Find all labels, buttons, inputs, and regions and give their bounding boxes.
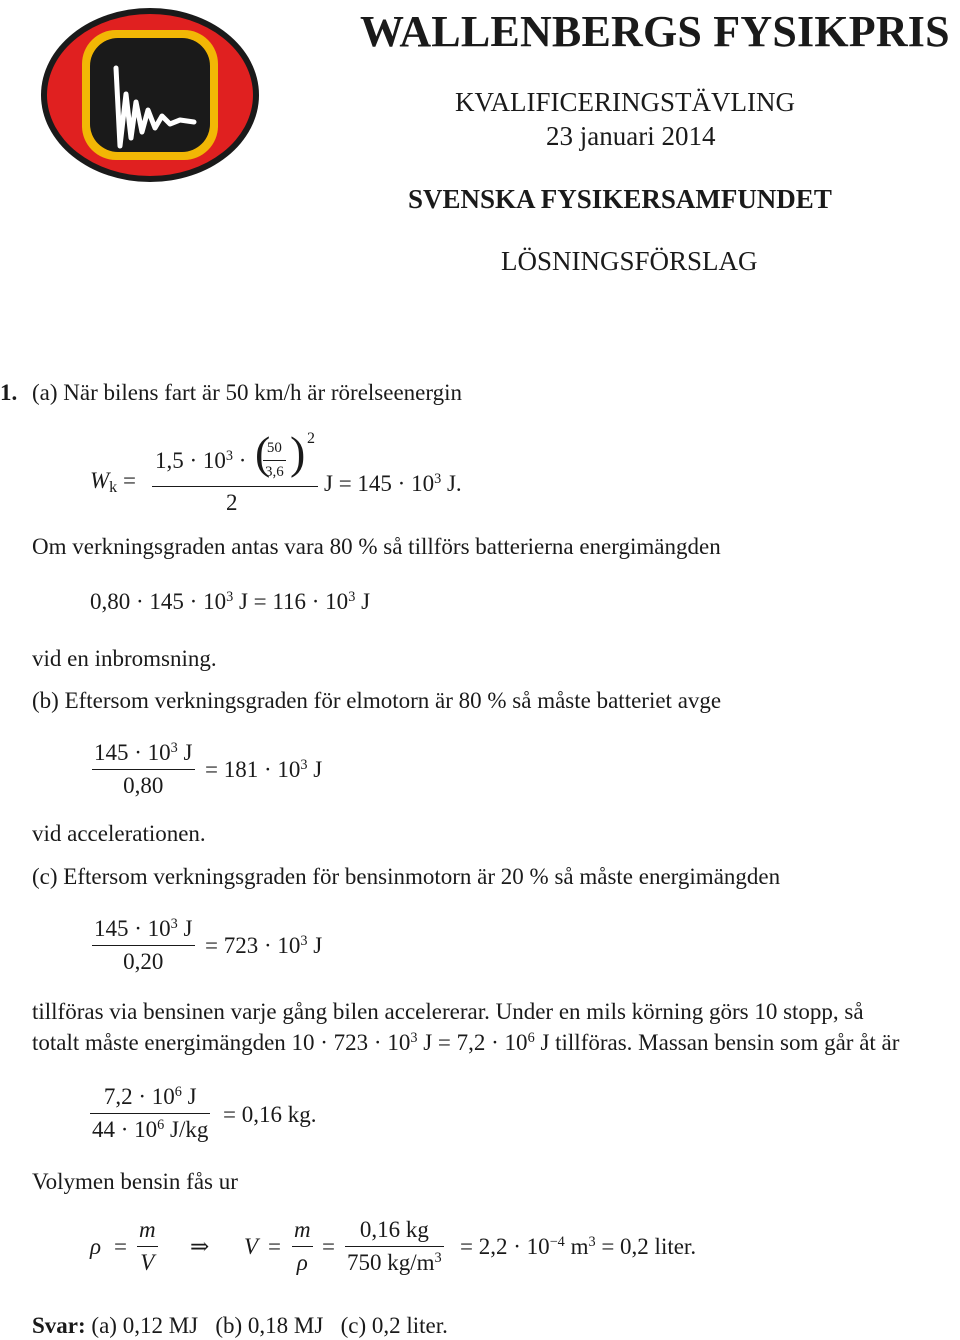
society-name: SVENSKA FYSIKERSAMFUNDET xyxy=(408,184,832,214)
answer-b: (b) 0,18 MJ xyxy=(215,1313,324,1338)
volume-value-fraction: 0,16 kg 750 $kg/m^3$ xyxy=(347,1217,442,1275)
volume-eq-sign-1: = xyxy=(114,1234,127,1259)
part-c-rhs: = $723 \cdot 10^3$ J xyxy=(205,933,323,958)
eq1-lhs: $W_k$ = xyxy=(90,468,136,497)
part-c-fraction: $145 \cdot 10^3$ J 0,20 xyxy=(94,916,193,974)
problem-number: 1. xyxy=(0,380,18,405)
answer-a: (a) 0,12 MJ xyxy=(91,1313,199,1338)
eq2: $0,80 \cdot 145 \cdot 10^3$ $J = 116 \cdot 10^3$ J xyxy=(90,589,371,614)
volume-eq-sign-2: = xyxy=(268,1234,281,1259)
eq1-rhs: $J = 145 \cdot 10^3$ J. xyxy=(324,471,462,496)
logo xyxy=(38,6,262,184)
rho-fraction: m V xyxy=(139,1217,156,1275)
volume-eq-sign-3: = xyxy=(322,1234,335,1259)
eq1-power: 2 xyxy=(307,430,315,447)
document-type: LÖSNINGSFÖRSLAG xyxy=(501,246,758,276)
volume-result: = $2,2 \cdot 10^{-4}$ $m^3 = 0,2$ liter. xyxy=(460,1234,697,1259)
part-a-intro: (a) När bilens fart är 50 km/h är rörelseenergin xyxy=(32,380,463,405)
mass-fraction: $7,2 \cdot 10^6$ J $44 \cdot 10^6$ J/kg xyxy=(92,1084,209,1142)
eq1-fraction-bar xyxy=(152,486,318,487)
volume-intro: Volymen bensin fås ur xyxy=(32,1169,238,1194)
v-fraction: m ρ xyxy=(294,1217,311,1275)
part-c-intro: (c) Eftersom verkningsgraden för bensinmotorn är 20 % så måste energimängden xyxy=(32,864,781,889)
part-b-intro: (b) Eftersom verkningsgraden för elmotorn är 80 % så måste batteriet avge xyxy=(32,688,722,713)
part-c-line2: totalt måste energimängden $10 \cdot 723 \cdot 10^3$ $J = 7,2 \cdot 10^6$ J tillföras. Massan bensin som går åt är xyxy=(32,1030,900,1055)
part-a-end: vid en inbromsning. xyxy=(32,646,217,671)
implies-icon: ⇒ xyxy=(190,1234,210,1259)
competition-date: 23 januari 2014 xyxy=(546,121,716,151)
competition-name: KVALIFICERINGSTÄVLING xyxy=(455,87,795,117)
eq1-right-paren: ) xyxy=(290,427,306,478)
logo-black-square xyxy=(90,38,210,152)
answer-c: (c) 0,2 liter. xyxy=(340,1313,448,1338)
volume-symbol: V xyxy=(244,1234,259,1259)
eq1-inner-fraction: 50 3,6 xyxy=(265,440,284,480)
part-b-end: vid accelerationen. xyxy=(32,821,206,846)
header-title: WALLENBERGS FYSIKPRIS xyxy=(360,7,950,56)
eq1-left-paren: ( xyxy=(255,427,271,478)
answer-line xyxy=(32,1313,448,1339)
part-b-fraction: $145 \cdot 10^3$ J 0,80 xyxy=(94,740,193,798)
eq1-denominator: 2 xyxy=(226,490,238,515)
part-b-rhs: = $181 \cdot 10^3$ J xyxy=(205,757,323,782)
answer-label: Svar: xyxy=(32,1313,86,1338)
mass-result: = 0,16 kg. xyxy=(223,1102,317,1127)
part-c-line1: tillföras via bensinen varje gång bilen accelererar. Under en mils körning görs 10 stopp, så xyxy=(32,999,864,1024)
efficiency-text: Om verkningsgraden antas vara 80 % så tillförs batterierna energimängden xyxy=(32,534,721,559)
rho-symbol: ρ xyxy=(90,1234,102,1259)
eq1-numerator: $1,5 \cdot 10^3$ · xyxy=(155,448,247,473)
